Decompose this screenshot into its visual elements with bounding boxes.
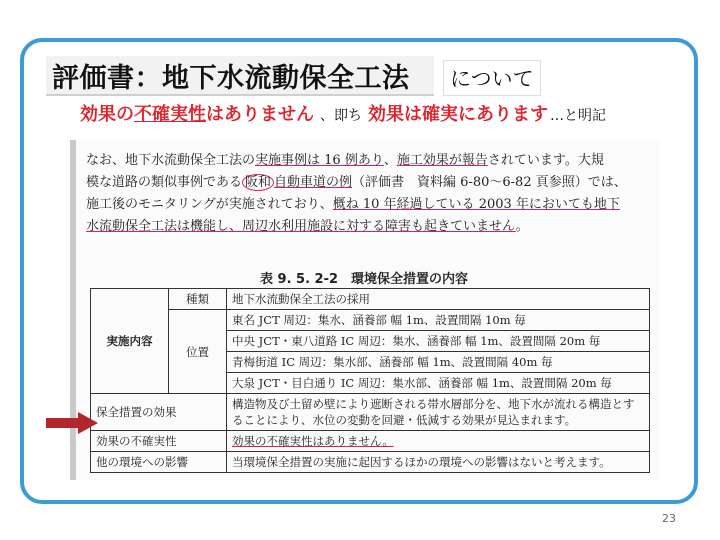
statement-connector: 、即ち	[320, 108, 362, 124]
other-impact-value: 当環境保全措置の実施に起因するほかの環境への影響はないと考えます。	[227, 452, 650, 473]
table-caption: 表 9. 5. 2-2 環境保全措置の内容	[260, 272, 469, 287]
uncertainty-label: 効果の不確実性	[91, 431, 227, 452]
uncertainty-value: 効果の不確実性はありません。	[227, 431, 650, 452]
document-paragraph	[86, 150, 646, 238]
effect-value: 構造物及び土留め壁により遮断される帯水層部分を、地下水が流れる構造とすることにより、水位の変動を回避・低減する効果が見込まれます。	[227, 394, 650, 431]
pointer-arrow-icon	[46, 412, 98, 434]
paragraph-line-2: 模な道路の類似事例である 阪和 自動車道の例（評価書 資料編 6-80～6-82 頁参照）では、	[86, 175, 627, 190]
kind-label: 種類	[169, 289, 227, 310]
position-row: 青梅街道 IC 周辺：集水部、涵養部 幅 1m、設置間隔 40m 毎	[227, 352, 650, 373]
other-impact-label: 他の環境への影響	[91, 452, 227, 473]
key-statement	[80, 100, 620, 130]
statement-tail: …と明記	[550, 108, 606, 124]
paragraph-line-1: なお、地下水流動保全工法の実施事例は 16 例あり、施工効果が報告されています。大規	[86, 153, 604, 168]
slide-title-suffix: について	[443, 60, 541, 96]
paragraph-line-4: 水流動保全工法は機能し、周辺水利用施設に対する障害も起きていません。	[86, 219, 529, 234]
implementation-label: 実施内容	[91, 289, 169, 394]
position-row: 東名 JCT 周辺：集水、涵養部 幅 1m、設置間隔 10m 毎	[227, 310, 650, 331]
title-box	[46, 56, 434, 96]
effect-label: 保全措置の効果	[91, 394, 227, 431]
position-row: 中央 JCT・東八道路 IC 周辺：集水、涵養部 幅 1m、設置間隔 20m 毎	[227, 331, 650, 352]
statement-underlined: 不確実性	[134, 104, 206, 125]
kind-value: 地下水流動保全工法の採用	[227, 289, 650, 310]
paragraph-line-3: 施工後のモニタリングが実施されており、概ね 10 年経過している 2003 年においても地下	[86, 197, 620, 212]
page-number: 23	[662, 512, 676, 525]
statement-part1: 効果の不確実性はありません	[80, 104, 314, 125]
slide-title: 評価書：地下水流動保全工法	[52, 62, 410, 94]
statement-part2: 効果は確実にあります	[368, 104, 548, 125]
environment-measures-table	[90, 288, 650, 473]
position-label: 位置	[169, 310, 227, 394]
position-row: 大泉 JCT・目白通り IC 周辺：集水部、涵養部 幅 1m、設置間隔 20m 毎	[227, 373, 650, 394]
circled-text: 阪和	[242, 174, 274, 191]
